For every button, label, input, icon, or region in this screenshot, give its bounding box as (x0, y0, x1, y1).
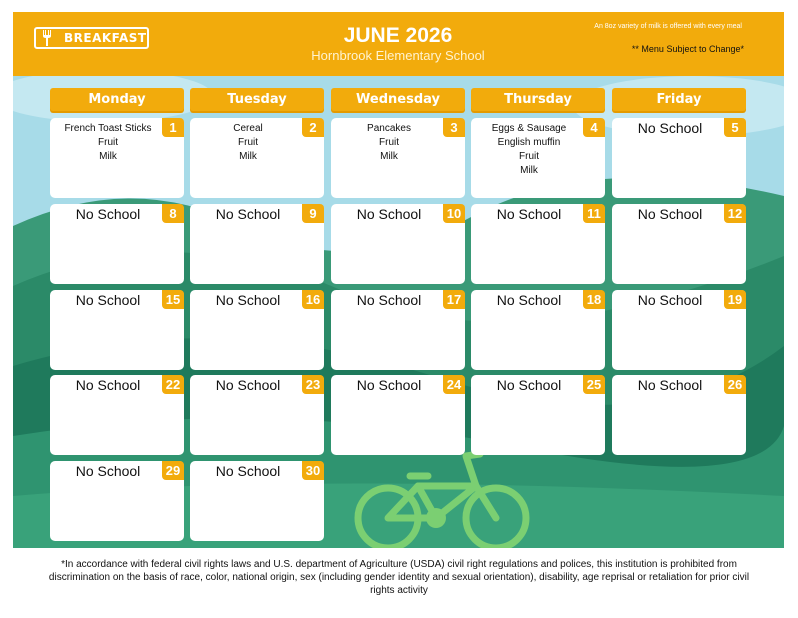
day-number-badge: 4 (583, 118, 605, 137)
no-school-label: No School (496, 292, 562, 308)
calendar-day-cell (50, 118, 184, 198)
calendar-day-cell (190, 204, 324, 284)
school-name: Hornbrook Elementary School (311, 48, 485, 63)
menu-item: Milk (239, 151, 257, 162)
no-school-label: No School (75, 463, 141, 479)
day-number-badge: 19 (724, 290, 746, 309)
calendar-day-cell (331, 118, 465, 198)
no-school-label: No School (75, 206, 141, 222)
day-header-monday: Monday (50, 88, 184, 111)
menu-item: French Toast Sticks (64, 123, 152, 134)
menu-item: Milk (520, 165, 538, 176)
calendar-day-cell (612, 118, 746, 198)
no-school-label: No School (215, 463, 281, 479)
day-header-tuesday: Tuesday (190, 88, 324, 111)
no-school-label: No School (215, 377, 281, 393)
no-school-label: No School (496, 377, 562, 393)
breakfast-logo (34, 27, 149, 49)
calendar-day-cell (471, 290, 605, 370)
no-school-label: No School (637, 206, 703, 222)
menu-list (475, 122, 583, 178)
no-school-label: No School (356, 292, 422, 308)
menu-item: Cereal (233, 123, 263, 134)
day-number-badge: 22 (162, 375, 184, 394)
day-number-badge: 9 (302, 204, 324, 223)
no-school-label: No School (75, 292, 141, 308)
menu-list (335, 122, 443, 164)
day-number-badge: 15 (162, 290, 184, 309)
no-school-label: No School (637, 377, 703, 393)
day-number-badge: 1 (162, 118, 184, 137)
calendar-day-cell (331, 204, 465, 284)
calendar-day-cell (190, 290, 324, 370)
milk-note: An 8oz variety of milk is offered with every meal (594, 23, 742, 30)
no-school-label: No School (356, 377, 422, 393)
no-school-label: No School (496, 206, 562, 222)
nondiscrimination-statement: *In accordance with federal civil rights laws and U.S. department of Agriculture (USDA) civil right regulations and polices, this institution is prohibited from discrimination on the basis of race, color, national origin, sex (including gender identity and sexual orientation), disability, age reprisal or retaliation for prior civil rights activity (48, 559, 750, 596)
day-number-badge: 25 (583, 375, 605, 394)
no-school-label: No School (215, 292, 281, 308)
calendar-day-cell (471, 375, 605, 455)
calendar-day-cell (50, 290, 184, 370)
day-number-badge: 8 (162, 204, 184, 223)
menu-item: Fruit (519, 151, 539, 162)
day-number-badge: 30 (302, 461, 324, 480)
menu-item: Fruit (379, 137, 399, 148)
menu-item: Milk (99, 151, 117, 162)
header-banner (13, 12, 784, 76)
menu-item: Milk (380, 151, 398, 162)
calendar-day-cell (50, 204, 184, 284)
calendar-day-cell (331, 375, 465, 455)
calendar-day-cell (612, 290, 746, 370)
menu-list (194, 122, 302, 164)
no-school-label: No School (356, 206, 422, 222)
calendar-day-cell (50, 461, 184, 541)
calendar-day-cell (50, 375, 184, 455)
no-school-label: No School (637, 120, 703, 136)
day-number-badge: 17 (443, 290, 465, 309)
page-title: JUNE 2026 (343, 24, 453, 47)
calendar-day-cell (190, 118, 324, 198)
day-number-badge: 18 (583, 290, 605, 309)
menu-item: Fruit (238, 137, 258, 148)
menu-list (54, 122, 162, 164)
menu-item: Pancakes (367, 123, 411, 134)
logo-label: BREAKFAST (64, 31, 147, 45)
day-number-badge: 26 (724, 375, 746, 394)
menu-item: English muffin (497, 137, 561, 148)
day-number-badge: 10 (443, 204, 465, 223)
day-number-badge: 16 (302, 290, 324, 309)
fork-icon (36, 29, 58, 47)
day-number-badge: 3 (443, 118, 465, 137)
menu-item: Fruit (98, 137, 118, 148)
calendar-day-cell (190, 375, 324, 455)
bicycle-icon (348, 446, 538, 548)
no-school-label: No School (215, 206, 281, 222)
calendar-day-cell (612, 375, 746, 455)
calendar-day-cell (190, 461, 324, 541)
day-header-friday: Friday (612, 88, 746, 111)
no-school-label: No School (75, 377, 141, 393)
calendar-day-cell (331, 290, 465, 370)
menu-item: Eggs & Sausage (491, 123, 567, 134)
menu-change-note: ** Menu Subject to Change* (631, 44, 744, 54)
day-number-badge: 11 (583, 204, 605, 223)
day-header-thursday: Thursday (471, 88, 605, 111)
day-number-badge: 23 (302, 375, 324, 394)
day-number-badge: 2 (302, 118, 324, 137)
day-number-badge: 12 (724, 204, 746, 223)
day-number-badge: 29 (162, 461, 184, 480)
no-school-label: No School (637, 292, 703, 308)
calendar-day-cell (612, 204, 746, 284)
day-number-badge: 5 (724, 118, 746, 137)
day-header-wednesday: Wednesday (331, 88, 465, 111)
day-number-badge: 24 (443, 375, 465, 394)
calendar-day-cell (471, 118, 605, 198)
calendar-day-cell (471, 204, 605, 284)
